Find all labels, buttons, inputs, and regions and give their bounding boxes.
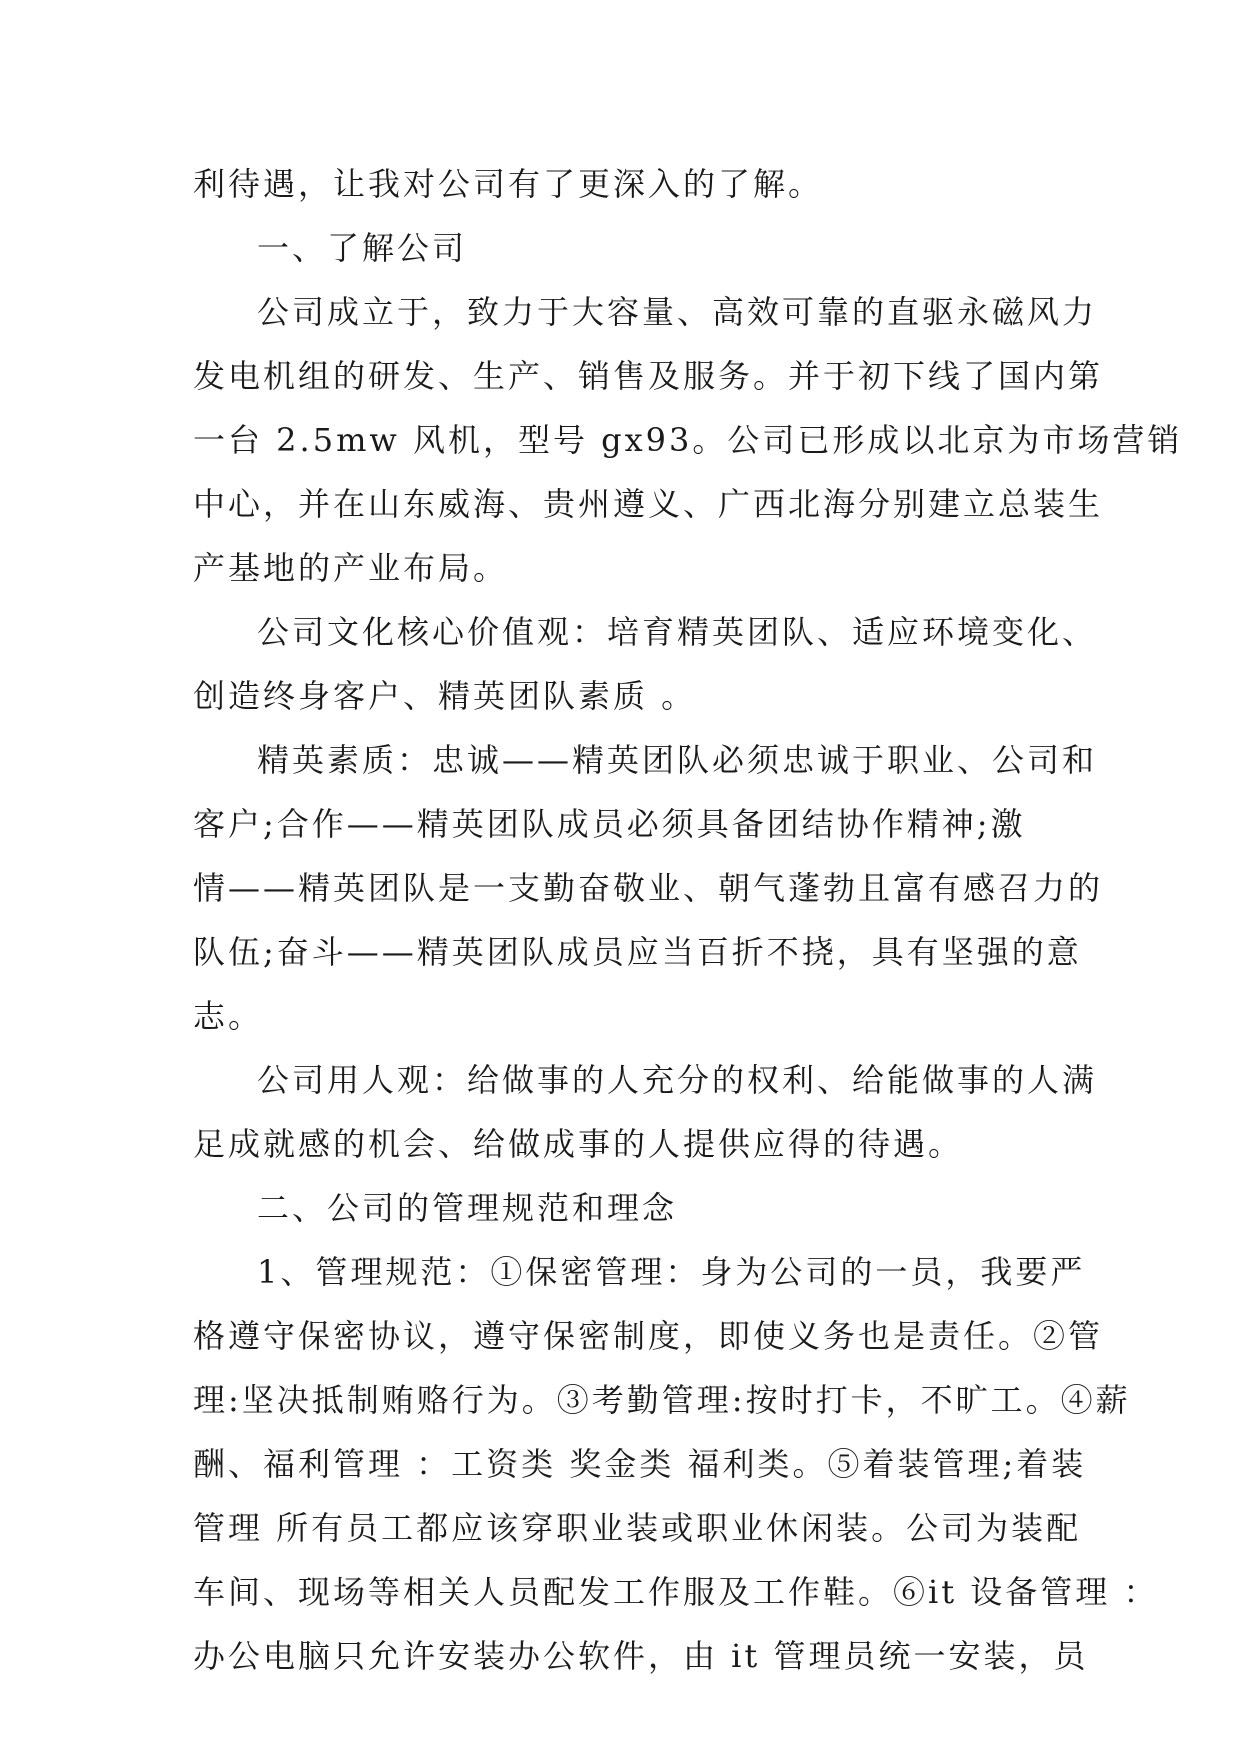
text-line-4: 发电机组的研发、生产、销售及服务。并于初下线了国内第 (193, 357, 1104, 395)
section-heading-understand-company: 一、了解公司 (257, 229, 468, 267)
section-heading-management: 二、公司的管理规范和理念 (257, 1189, 678, 1227)
text-line-8: 公司文化核心价值观：培育精英团队、适应环境变化、 (257, 613, 1098, 651)
text-line-21: 酬、福利管理 ：工资类 奖金类 福利类。⑤着装管理;着装 (193, 1445, 1087, 1483)
text-line-19: 格遵守保密协议，遵守保密制度，即使义务也是责任。②管 (193, 1317, 1104, 1355)
text-line-9: 创造终身客户、精英团队素质 。 (193, 677, 697, 715)
text-line-23: 车间、现场等相关人员配发工作服及工作鞋。⑥it 设备管理 ： (193, 1573, 1159, 1611)
text-line-5: 一台 2.5mw 风机，型号 gx93。公司已形成以北京为市场营销 (193, 421, 1183, 459)
text-line-14: 志。 (193, 997, 264, 1035)
text-line-13: 队伍;奋斗——精英团队成员应当百折不挠，具有坚强的意 (193, 933, 1082, 971)
text-line-11: 客户;合作——精英团队成员必须具备团结协作精神;激 (193, 805, 1026, 843)
text-line-1: 利待遇，让我对公司有了更深入的了解。 (193, 165, 824, 203)
text-line-20: 理:坚决抵制贿赂行为。③考勤管理:按时打卡，不旷工。④薪 (193, 1381, 1131, 1419)
document-body (193, 152, 1183, 1688)
text-line-16: 足成就感的机会、给做成事的人提供应得的待遇。 (193, 1125, 964, 1163)
text-line-22: 管理 所有员工都应该穿职业装或职业休闲装。公司为装配 (193, 1509, 1082, 1547)
text-line-18: 1、管理规范：①保密管理：身为公司的一员，我要严 (257, 1253, 1086, 1291)
text-line-24: 办公电脑只允许安装办公软件，由 it 管理员统一安装，员 (193, 1637, 1089, 1675)
text-line-15: 公司用人观：给做事的人充分的权利、给能做事的人满 (257, 1061, 1098, 1099)
text-line-3: 公司成立于，致力于大容量、高效可靠的直驱永磁风力 (257, 293, 1098, 331)
text-line-6: 中心，并在山东威海、贵州遵义、广西北海分别建立总装生 (193, 485, 1104, 523)
text-line-12: 情——精英团队是一支勤奋敬业、朝气蓬勃且富有感召力的 (193, 869, 1104, 907)
text-line-10: 精英素质：忠诚——精英团队必须忠诚于职业、公司和 (257, 741, 1098, 779)
text-line-7: 产基地的产业布局。 (193, 549, 509, 587)
